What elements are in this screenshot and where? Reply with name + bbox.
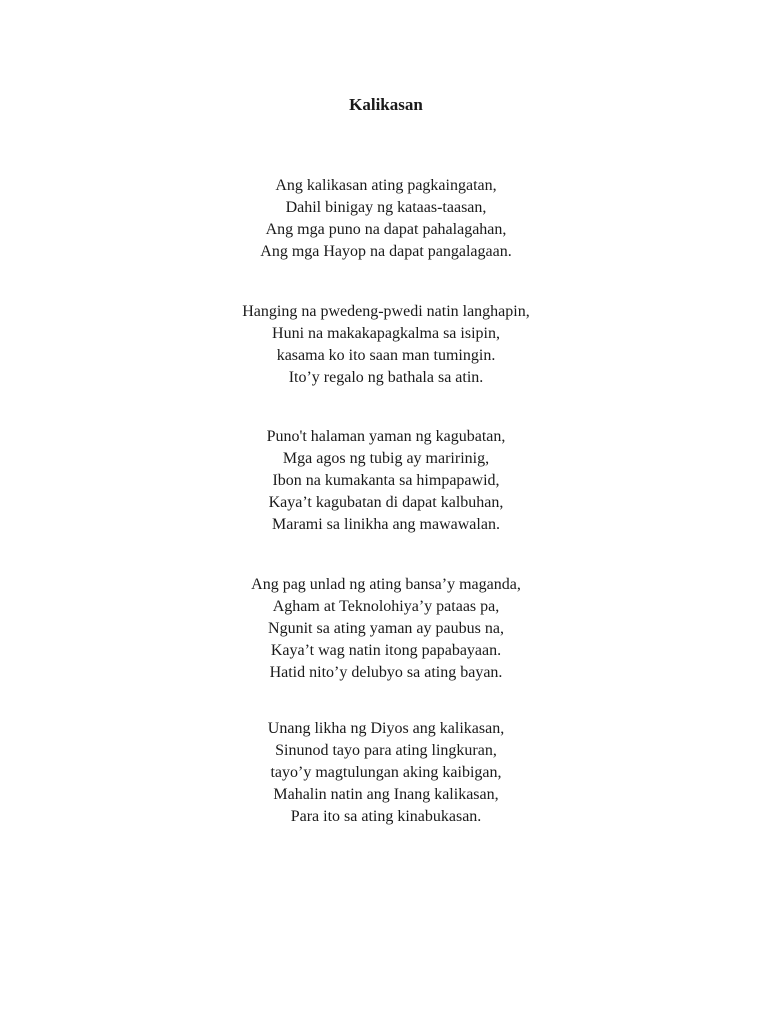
poem-line: Hanging na pwedeng-pwedi natin langhapin,: [242, 303, 530, 320]
poem-line: Mga agos ng tubig ay maririnig,: [282, 450, 490, 467]
poem-line: Agham at Teknolohiya’y pataas pa,: [272, 598, 500, 615]
poem-line: Ngunit sa ating yaman ay paubus na,: [268, 620, 504, 637]
poem-line: Marami sa linikha ang mawawalan.: [272, 516, 500, 533]
stanza-3: [0, 426, 768, 536]
poem-line: Ang pag unlad ng ating bansa’y maganda,: [251, 576, 521, 593]
poem-line: Mahalin natin ang Inang kalikasan,: [273, 786, 499, 803]
poem-line: Ang mga puno na dapat pahalagahan,: [265, 221, 507, 238]
poem-line: Para ito sa ating kinabukasan.: [290, 808, 482, 825]
stanza-4: [0, 574, 768, 684]
poem-line: Sinunod tayo para ating lingkuran,: [275, 742, 497, 759]
poem-line: Ibon na kumakanta sa himpapawid,: [272, 472, 500, 489]
poem-title: Kalikasan: [349, 95, 423, 114]
stanza-5: [0, 718, 768, 828]
poem-line: Dahil binigay ng kataas-taasan,: [285, 199, 487, 216]
poem-line: Ito’y regalo ng bathala sa atin.: [288, 369, 484, 386]
poem-line: tayo’y magtulungan aking kaibigan,: [270, 764, 502, 781]
poem-line: Hatid nito’y delubyo sa ating bayan.: [269, 664, 503, 681]
poem-line: Kaya’t wag natin itong papabayaan.: [270, 642, 502, 659]
stanza-2: [0, 301, 768, 389]
poem-line: Unang likha ng Diyos ang kalikasan,: [267, 720, 505, 737]
poem-line: Ang kalikasan ating pagkaingatan,: [275, 177, 497, 194]
poem-line: Ang mga Hayop na dapat pangalagaan.: [260, 243, 512, 260]
stanza-1: [0, 175, 768, 263]
poem-line: kasama ko ito saan man tumingin.: [276, 347, 496, 364]
poem-line: Puno't halaman yaman ng kagubatan,: [266, 428, 506, 445]
poem-line: Kaya’t kagubatan di dapat kalbuhan,: [268, 494, 504, 511]
poem-line: Huni na makakapagkalma sa isipin,: [272, 325, 500, 342]
